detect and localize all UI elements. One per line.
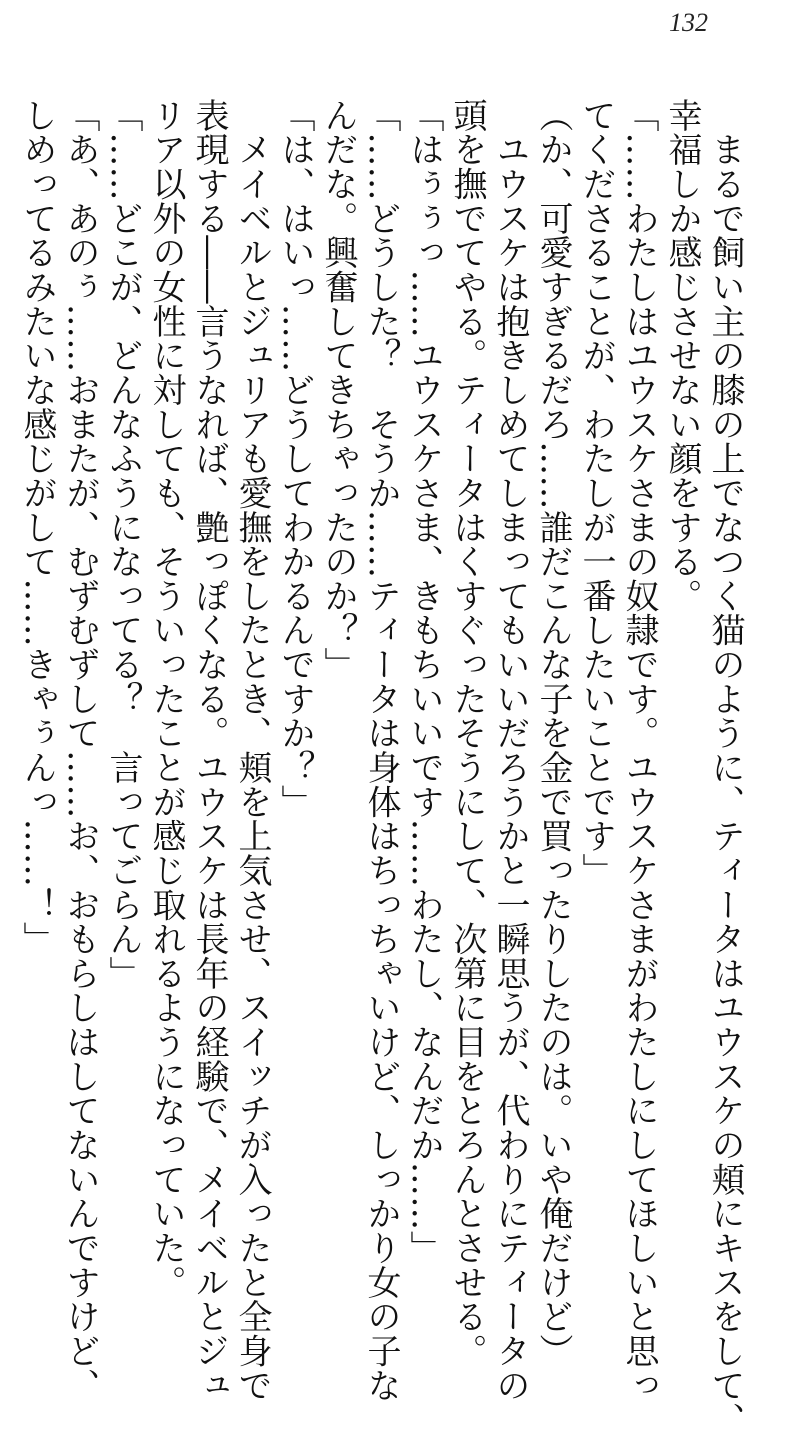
- text-line-9: 「……どうした？ そうか……ティータは身体はちっちゃいけど、しっかり女の子な: [361, 98, 401, 1403]
- text-line-7: 頭を撫でてやる。ティータはくすぐったそうにして、次第に目をとろんとさせる。: [447, 98, 487, 1368]
- text-line-10: んだな。興奮してきちゃったのか？」: [318, 98, 358, 682]
- text-line-5: （か、可愛すぎるだろ……誰だこんな子を金で買ったりしたのは。いや俺だけど）: [533, 98, 573, 1368]
- text-line-12: メイベルとジュリアも愛撫をしたとき、頬を上気させ、スイッチが入ったと全身で: [232, 98, 272, 1403]
- text-line-6: ユウスケは抱きしめてしまってもいいだろうかと一瞬思うが、代わりにティータの: [490, 98, 530, 1403]
- text-line-3: 「……わたしはユウスケさまの奴隷です。ユウスケさまがわたしにしてほしいと思っ: [619, 98, 659, 1403]
- text-line-14: リア以外の女性に対しても、そういったことが感じ取れるようになっていた。: [146, 98, 186, 1300]
- text-line-15: 「……どこが、どんなふうになってる？ 言ってごらん」: [103, 98, 143, 991]
- page-number: 132: [669, 8, 708, 37]
- text-line-2: 幸福しか感じさせない顔をする。: [662, 98, 702, 613]
- text-line-13: 表現する――言うなれば、艶っぽくなる。ユウスケは長年の経験で、メイベルとジュ: [189, 98, 229, 1403]
- text-line-11: 「は、はいっ……どうしてわかるんですか？」: [275, 98, 315, 819]
- text-line-1: まるで飼い主の膝の上でなつく猫のように、ティータはユウスケの頬にキスをして、: [705, 98, 745, 1436]
- text-line-17: しめってるみたいな感じがして……きゃぅんっ……！」: [17, 98, 57, 956]
- vertical-text-body: [17, 98, 745, 1436]
- text-line-16: 「あ、あのぅ……おまたが、むずむずして……お、おもらしはしてないんですけど、: [60, 98, 100, 1403]
- text-line-4: てくださることが、わたしが一番したいことです」: [576, 98, 616, 888]
- text-line-8: 「はぅぅっ……ユウスケさま、きもちいいです……わたし、なんだか……」: [404, 98, 444, 1265]
